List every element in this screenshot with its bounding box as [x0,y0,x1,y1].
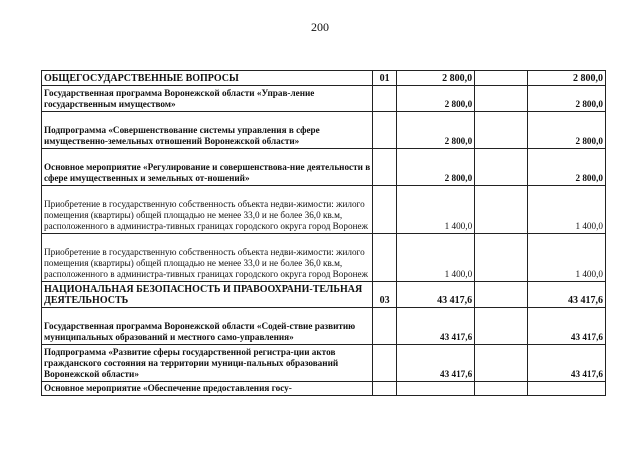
row-amount2-cell: 2 800,0 [527,149,605,186]
row-amount2-cell: 43 417,6 [527,308,605,345]
row-name-cell: НАЦИОНАЛЬНАЯ БЕЗОПАСНОСТЬ И ПРАВООХРАНИ-ТЕЛЬНАЯ ДЕЯТЕЛЬНОСТЬ [42,282,373,308]
row-name-cell: Подпрограмма «Совершенствование системы управления в сфере имущественно-земельных отношений Воронежской области» [42,112,373,149]
table-row [42,345,606,382]
row-name-cell: Приобретение в государственную собственность объекта недви-жимости: жилого помещения (квартиры) общей площадью не менее 33,0 и не более 36,0 кв.м, расположенного в администра-тивных границах городского округа город Воронеж [42,186,373,234]
row-code-cell [373,382,397,396]
row-code-cell [373,186,397,234]
row-amount-cell: 1 400,0 [396,186,474,234]
row-empty-cell [475,71,528,86]
row-empty-cell [475,234,528,282]
row-amount-cell: 2 800,0 [396,86,474,112]
row-name-cell: Основное мероприятие «Обеспечение предоставления госу- [42,382,373,396]
table-row [42,186,606,234]
row-name-cell: Государственная программа Воронежской области «Содей-ствие развитию муниципальных образований и местного само-управления» [42,308,373,345]
budget-table-body [42,71,606,396]
row-name-cell: Государственная программа Воронежской области «Управ-ление государственным имуществом» [42,86,373,112]
row-code-cell [373,149,397,186]
row-amount-cell: 1 400,0 [396,234,474,282]
row-code-cell: 01 [373,71,397,86]
row-amount-cell: 43 417,6 [396,345,474,382]
row-empty-cell [475,282,528,308]
row-amount2-cell [527,382,605,396]
row-name-cell: Подпрограмма «Развитие сферы государственной регистра-ции актов гражданского состояния на территории муници-пальных образований Воронежской области» [42,345,373,382]
row-code-cell [373,308,397,345]
row-empty-cell [475,186,528,234]
row-amount-cell: 2 800,0 [396,112,474,149]
row-empty-cell [475,382,528,396]
row-amount2-cell: 2 800,0 [527,71,605,86]
table-row [42,149,606,186]
table-row [42,308,606,345]
row-amount-cell: 43 417,6 [396,308,474,345]
row-empty-cell [475,86,528,112]
row-name-cell: Основное мероприятие «Регулирование и совершенствова-ние деятельности в сфере имущественных и земельных от-ношений» [42,149,373,186]
row-amount2-cell: 43 417,6 [527,282,605,308]
budget-table [41,70,606,396]
row-code-cell: 03 [373,282,397,308]
table-row [42,112,606,149]
row-amount-cell [396,382,474,396]
row-code-cell [373,112,397,149]
row-amount2-cell: 1 400,0 [527,186,605,234]
row-empty-cell [475,112,528,149]
table-row [42,234,606,282]
row-amount-cell: 43 417,6 [396,282,474,308]
row-name-cell: Приобретение в государственную собственность объекта недви-жимости: жилого помещения (квартиры) общей площадью не менее 33,0 и не более 36,0 кв.м, расположенного в администра-тивных границах городского округа город Воронеж [42,234,373,282]
row-empty-cell [475,345,528,382]
row-empty-cell [475,149,528,186]
row-name-cell: ОБЩЕГОСУДАРСТВЕННЫЕ ВОПРОСЫ [42,71,373,86]
row-amount-cell: 2 800,0 [396,71,474,86]
row-empty-cell [475,308,528,345]
row-code-cell [373,234,397,282]
row-amount2-cell: 43 417,6 [527,345,605,382]
table-row [42,282,606,308]
row-amount2-cell: 1 400,0 [527,234,605,282]
table-row [42,71,606,86]
table-row [42,382,606,396]
table-row [42,86,606,112]
row-amount-cell: 2 800,0 [396,149,474,186]
row-amount2-cell: 2 800,0 [527,112,605,149]
page-number: 200 [311,20,329,34]
row-amount2-cell: 2 800,0 [527,86,605,112]
row-code-cell [373,86,397,112]
row-code-cell [373,345,397,382]
